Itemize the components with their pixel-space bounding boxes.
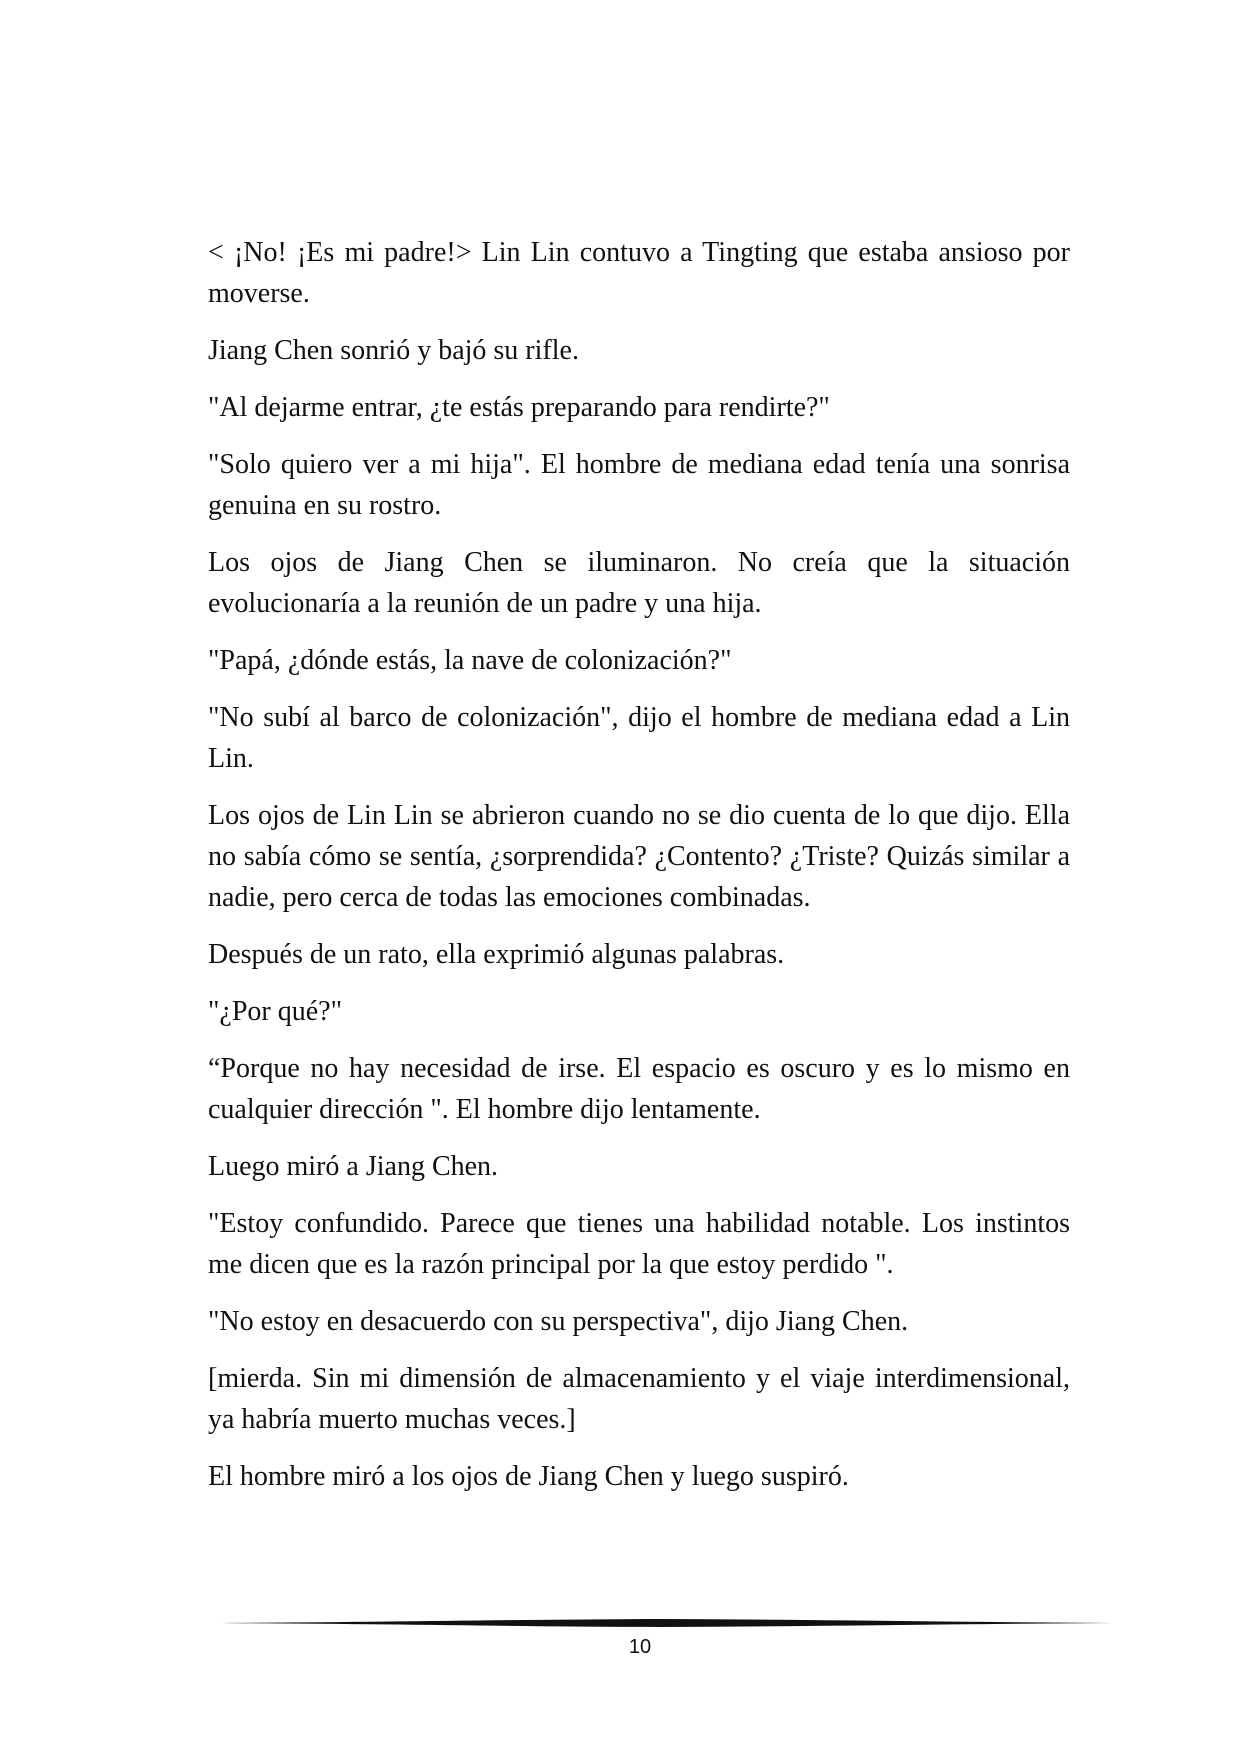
paragraph: Luego miró a Jiang Chen. [208,1151,499,1182]
paragraph: "Estoy confundido. Parece que tienes una habilidad notable. Los instintos me dicen que es la razón principal por la que estoy perdido ". [208,1208,1070,1280]
paragraph: Jiang Chen sonrió y bajó su rifle. [208,335,579,366]
paragraph: El hombre miró a los ojos de Jiang Chen y luego suspiró. [208,1461,849,1492]
paragraph: < ¡No! ¡Es mi padre!> Lin Lin contuvo a Tingting que estaba ansioso por moverse. [208,237,1070,309]
paragraph: Después de un rato, ella exprimió algunas palabras. [208,939,785,970]
paragraph: Los ojos de Jiang Chen se iluminaron. No creía que la situación evolucionaría a la reunión de un padre y una hija. [208,547,1070,619]
paragraph: "Al dejarme entrar, ¿te estás preparando para rendirte?" [208,392,830,423]
paragraph: "No subí al barco de colonización", dijo el hombre de mediana edad a Lin Lin. [208,702,1070,774]
paragraph: "¿Por qué?" [208,996,343,1027]
paragraph: [mierda. Sin mi dimensión de almacenamiento y el viaje interdimensional, ya habría muerto muchas veces.] [208,1363,1070,1435]
paragraph: "Papá, ¿dónde estás, la nave de colonización?" [208,645,732,676]
body-text [208,232,1070,1513]
paragraph: "No estoy en desacuerdo con su perspectiva", dijo Jiang Chen. [208,1306,909,1337]
paragraph: Los ojos de Lin Lin se abrieron cuando no se dio cuenta de lo que dijo. Ella no sabía cómo se sentía, ¿sorprendida? ¿Contento? ¿Triste? Quizás similar a nadie, pero cerca de todas las emociones combinadas. [208,800,1070,913]
footer-rule [208,1618,1113,1628]
paragraph: “Porque no hay necesidad de irse. El espacio es oscuro y es lo mismo en cualquier dirección ". El hombre dijo lentamente. [208,1053,1070,1125]
page-number: 10 [628,1636,652,1658]
paragraph: "Solo quiero ver a mi hija". El hombre de mediana edad tenía una sonrisa genuina en su rostro. [208,449,1070,521]
